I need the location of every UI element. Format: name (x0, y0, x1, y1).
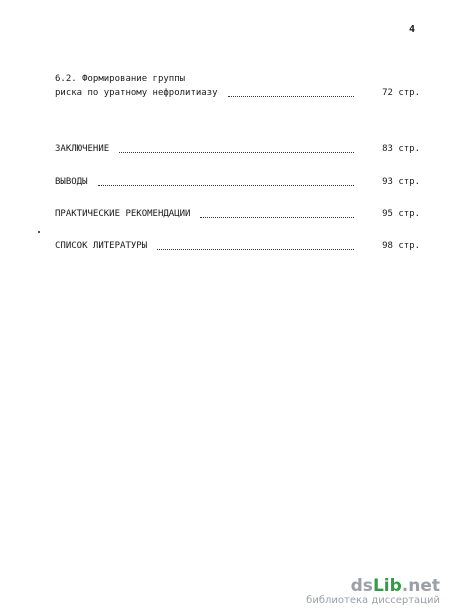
toc-entry-page: 83 стр. (382, 144, 420, 154)
toc-entry-label: риска по уратному нефролитиазу (55, 88, 218, 98)
toc-entry-recommendations (55, 207, 420, 221)
toc-dot-leader (98, 184, 354, 186)
toc-entry-page: 72 стр. (382, 88, 420, 98)
toc-dot-leader (228, 95, 354, 97)
dslib-watermark (306, 577, 440, 607)
toc-entry-label: ПРАКТИЧЕСКИЕ РЕКОМЕНДАЦИИ (55, 209, 191, 219)
toc-entry-findings (55, 175, 420, 189)
toc-dot-leader (157, 248, 354, 250)
toc-entry-label: ЗАКЛЮЧЕНИЕ (55, 144, 110, 154)
dslib-subtitle: библиотека диссертаций (306, 595, 440, 606)
toc-entry-page: 95 стр. (382, 209, 420, 219)
toc-entry-title-line: 6.2. Формирование группы (55, 74, 186, 84)
dslib-logo: dsLib.net (350, 576, 440, 596)
toc-entry-6-2 (55, 72, 420, 100)
toc-dot-leader (200, 216, 354, 218)
page-number: 4 (409, 24, 416, 35)
toc-entry-page: 93 стр. (382, 177, 420, 187)
toc-entry-label: ВЫВОДЫ (55, 177, 88, 187)
toc-entry-conclusion (55, 142, 420, 156)
scan-speck (38, 231, 40, 233)
toc-entry-page: 98 стр. (382, 241, 420, 251)
toc-dot-leader (119, 151, 354, 153)
toc-entry-label: СПИСОК ЛИТЕРАТУРЫ (55, 241, 148, 251)
toc-entry-references (55, 239, 420, 253)
